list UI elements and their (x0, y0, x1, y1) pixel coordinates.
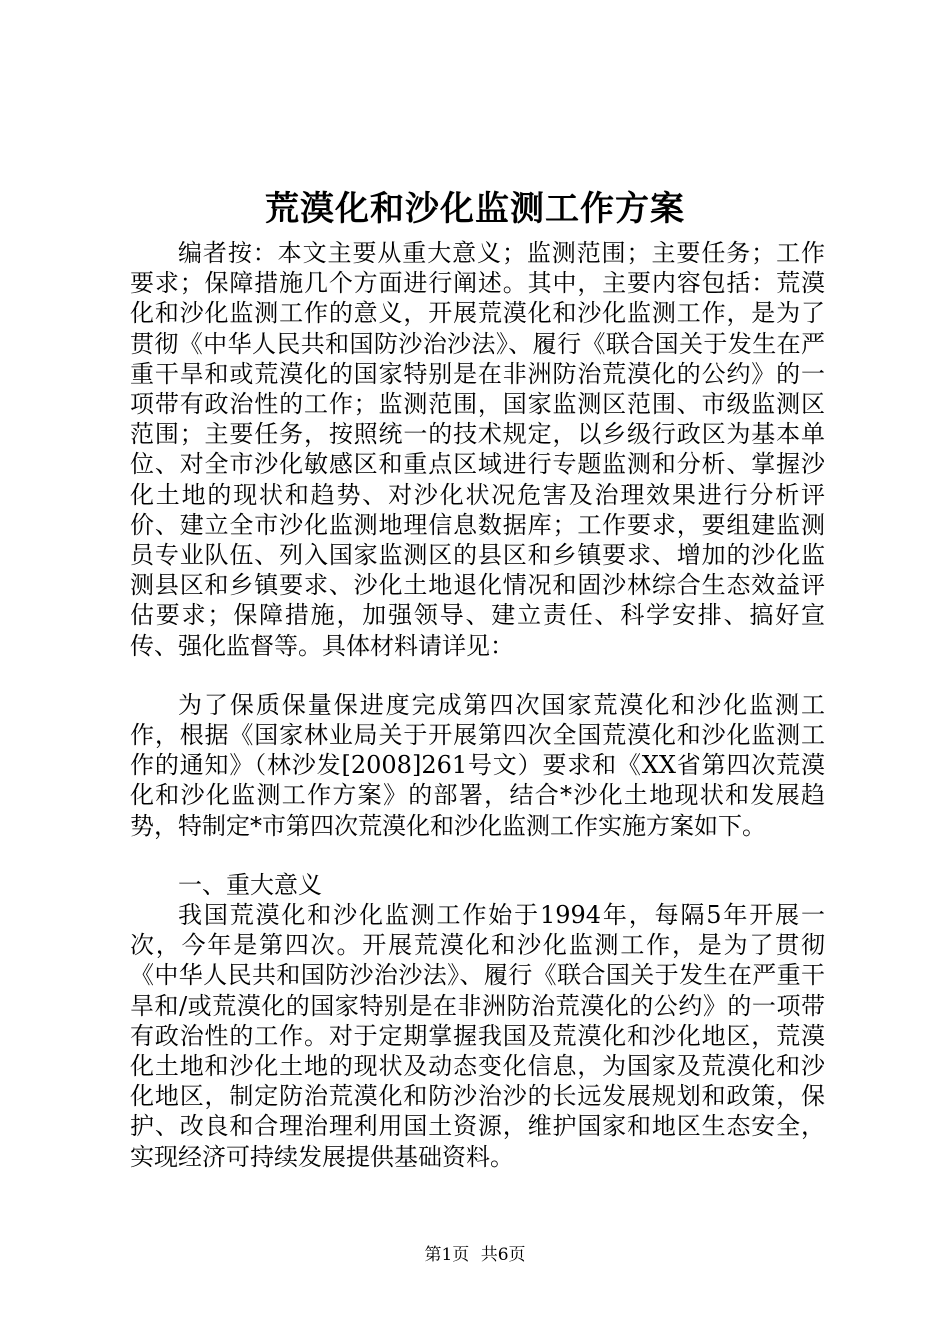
document-body (130, 238, 825, 1172)
intro-paragraph: 为了保质保量保进度完成第四次国家荒漠化和沙化监测工作，根据《国家林业局关于开展第四次全国荒漠化和沙化监测工作的通知》（林沙发[2008]261号文）要求和《XX省第四次荒漠化和沙化监测工作方案》的部署，结合*沙化土地现状和发展趋势，特制定*市第四次荒漠化和沙化监测工作实施方案如下。 (130, 690, 825, 840)
page-number: 第1页 (424, 1245, 470, 1265)
section-heading: 一、重大意义 (178, 870, 322, 899)
section-paragraph: 我国荒漠化和沙化监测工作始于1994年，每隔5年开展一次，今年是第四次。开展荒漠化和沙化监测工作，是为了贯彻《中华人民共和国防沙治沙法》、履行《联合国关于发生在严重干旱和/或荒漠化的国家特别是在非洲防治荒漠化的公约》的一项带有政治性的工作。对于定期掌握我国及荒漠化和沙化地区，荒漠化土地和沙化土地的现状及动态变化信息，为国家及荒漠化和沙化地区，制定防治荒漠化和防沙治沙的长远发展规划和政策，保护、改良和合理治理利用国土资源，维护国家和地区生态安全，实现经济可持续发展提供基础资料。 (130, 901, 825, 1171)
document-title: 荒漠化和沙化监测工作方案 (265, 189, 685, 229)
editor-note-paragraph: 编者按：本文主要从重大意义；监测范围；主要任务；工作要求；保障措施几个方面进行阐述。其中，主要内容包括：荒漠化和沙化监测工作的意义，开展荒漠化和沙化监测工作，是为了贯彻《中华人民共和国防沙治沙法》、履行《联合国关于发生在严重干旱和或荒漠化的国家特别是在非洲防治荒漠化的公约》的一项带有政治性的工作；监测范围，国家监测区范围、市级监测区范围；主要任务，按照统一的技术规定，以乡级行政区为基本单位、对全市沙化敏感区和重点区域进行专题监测和分析、掌握沙化土地的现状和趋势、对沙化状况危害及治理效果进行分析评价、建立全市沙化监测地理信息数据库；工作要求，要组建监测员专业队伍、列入国家监测区的县区和乡镇要求、增加的沙化监测县区和乡镇要求、沙化土地退化情况和固沙林综合生态效益评估要求；保障措施，加强领导、建立责任、科学安排、搞好宣传、强化监督等。具体材料请详见： (130, 239, 825, 660)
page-footer (0, 1240, 950, 1265)
page-total: 共6页 (480, 1245, 526, 1265)
